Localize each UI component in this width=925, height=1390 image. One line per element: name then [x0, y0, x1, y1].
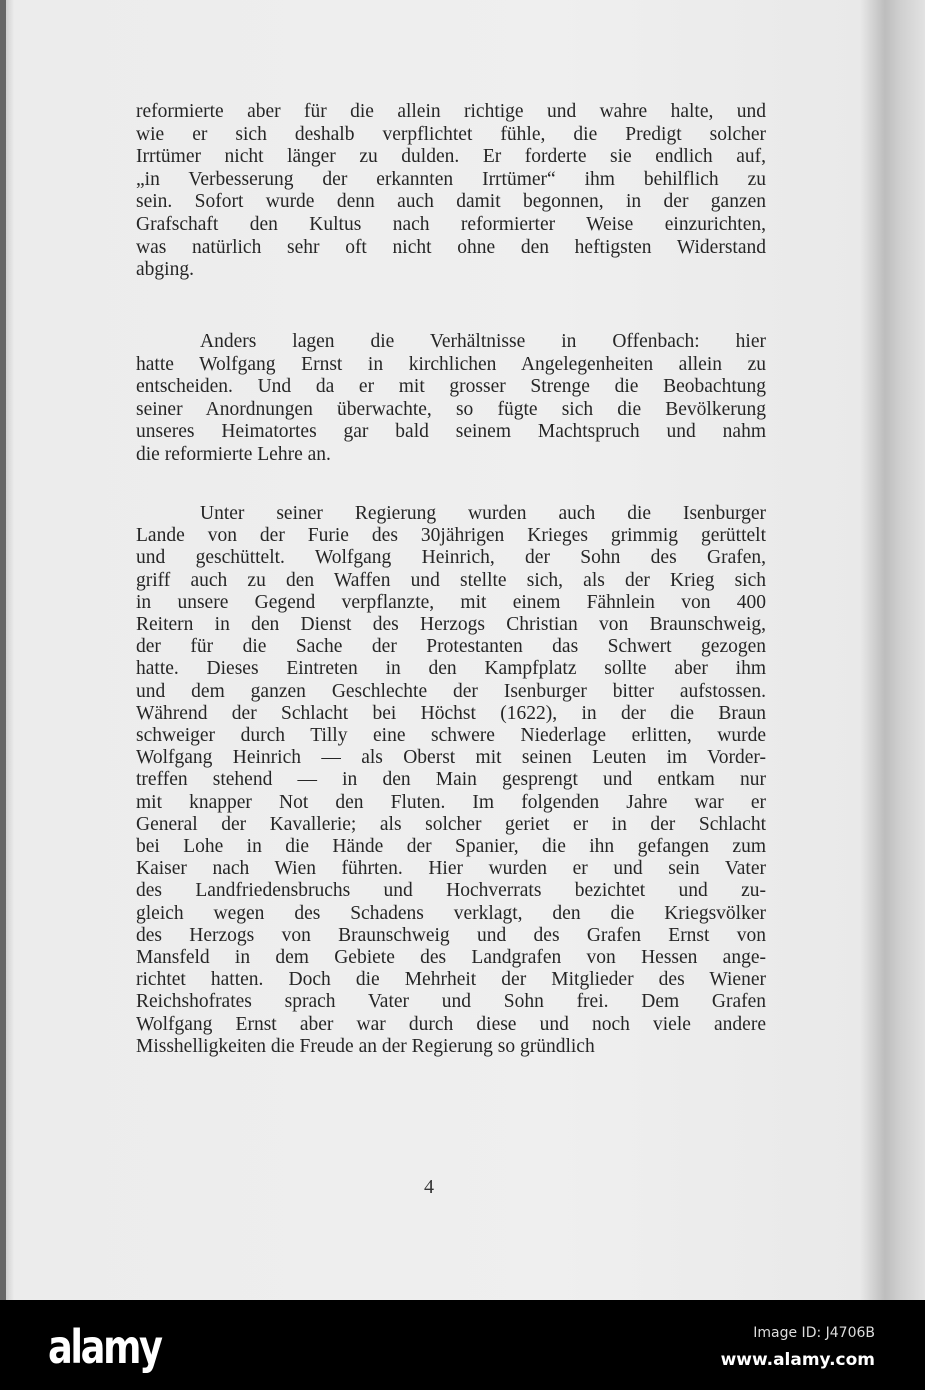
text-line: der für die Sache der Protestanten das Schwert gezogen — [136, 636, 766, 658]
text-line: reformierte aber für die allein richtige und wahre halte, und — [136, 101, 766, 122]
text-line: Grafschaft den Kultus nach reformierter Weise einzurichten, — [136, 214, 766, 235]
text-line: griff auch zu den Waffen und stellte sich, als der Krieg sich — [136, 569, 766, 591]
text-line: die reformierte Lehre an. — [136, 444, 331, 465]
text-line: Unter seiner Regierung wurden auch die Isenburger — [200, 503, 766, 524]
text-line: Reitern in den Dienst des Herzogs Christian von Braunschweig, — [136, 614, 766, 635]
text-line: richtet hatten. Doch die Mehrheit der Mitglieder des Wiener — [136, 969, 766, 991]
text-line: entscheiden. Und da er mit grosser Strenge die Beobachtung — [136, 376, 766, 398]
text-line: Wolfgang Ernst aber war durch diese und noch viele andere — [136, 1013, 766, 1035]
text-line: General der Kavallerie; als solcher geriet er in der Schlacht — [136, 813, 766, 835]
book-spine-shadow — [0, 0, 6, 1300]
image-id: Image ID: J4706B — [753, 1325, 875, 1341]
text-line: Reichshofrates sprach Vater und Sohn frei. Dem Grafen — [136, 991, 766, 1013]
text-line: des Herzogs von Braunschweig und des Grafen Ernst von — [136, 924, 766, 946]
text-line: Wolfgang Heinrich — als Oberst mit seinen Leuten im Vorder- — [136, 747, 766, 769]
text-line: gleich wegen des Schadens verklagt, den die Kriegsvölker — [136, 902, 766, 924]
site-url: www.alamy.com — [720, 1350, 875, 1370]
text-line: abging. — [136, 259, 194, 281]
watermark-banner — [0, 1300, 925, 1390]
text-line: Kaiser nach Wien führten. Hier wurden er und sein Vater — [136, 858, 766, 880]
text-line: wie er sich deshalb verpflichtet fühle, die Predigt solcher — [136, 123, 766, 145]
text-line: und geschüttelt. Wolfgang Heinrich, der Sohn des Grafen, — [136, 547, 766, 569]
text-line: Während der Schlacht bei Höchst (1622), in der die Braun — [136, 702, 766, 724]
page-number: 4 — [424, 1176, 434, 1198]
text-line: bei Lohe in die Hände der Spanier, die ihn gefangen zum — [136, 836, 766, 857]
text-line: Misshelligkeiten die Freude an der Regierung so gründlich — [136, 1035, 595, 1057]
text-line: in unsere Gegend verpflanzte, mit einem Fähnlein von 400 — [136, 591, 766, 613]
text-line: treffen stehend — in den Main gesprengt und entkam nur — [136, 769, 766, 791]
text-line: schweiger durch Tilly eine schwere Niederlage erlitten, wurde — [136, 725, 766, 746]
text-line: des Landfriedensbruchs und Hochverrats bezichtet und zu- — [136, 880, 766, 902]
text-line: seiner Anordnungen überwachte, so fügte sich die Bevölkerung — [136, 398, 766, 420]
text-line: Anders lagen die Verhältnisse in Offenbach: hier — [200, 331, 766, 352]
text-line: was natürlich sehr oft nicht ohne den heftigsten Widerstand — [136, 236, 766, 258]
alamy-logo: alamy — [48, 1320, 161, 1374]
text-line: sein. Sofort wurde denn auch damit begonnen, in der ganzen — [136, 191, 766, 213]
text-line: hatte. Dieses Eintreten in den Kampfplatz sollte aber ihm — [136, 658, 766, 680]
text-line: „in Verbesserung der erkannten Irrtümer“ ihm behilflich zu — [136, 168, 766, 190]
text-line: hatte Wolfgang Ernst in kirchlichen Angelegenheiten allein zu — [136, 353, 766, 375]
text-line: Irrtümer nicht länger zu dulden. Er forderte sie endlich auf, — [136, 146, 766, 168]
text-line: Lande von der Furie des 30jährigen Krieges grimmig gerüttelt — [136, 525, 766, 547]
text-line: und dem ganzen Geschlechte der Isenburger bitter aufstossen. — [136, 680, 766, 702]
text-line: unseres Heimatortes gar bald seinem Machtspruch und nahm — [136, 421, 766, 443]
text-line: mit knapper Not den Fluten. Im folgenden Jahre war er — [136, 791, 766, 813]
text-line: Mansfeld in dem Gebiete des Landgrafen von Hessen ange- — [136, 947, 766, 968]
